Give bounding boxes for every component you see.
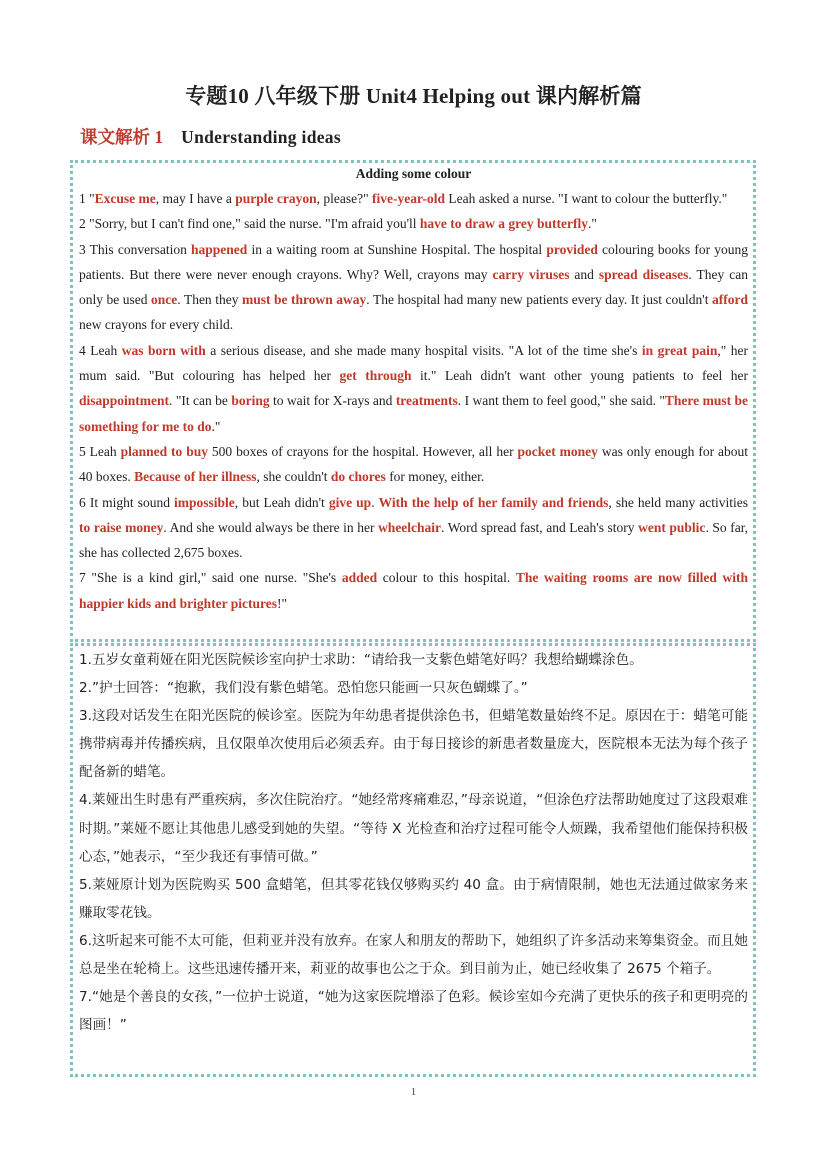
key-phrase: purple crayon — [235, 191, 317, 206]
passage-run: , she held many activities — [608, 494, 748, 510]
passage-paragraph — [79, 565, 748, 616]
key-phrase: have to draw a grey butterfly — [419, 216, 588, 232]
passage-run: and — [569, 266, 599, 282]
translation-text — [79, 646, 748, 1039]
passage-run: in a waiting room at Sunshine Hospital. The hospital — [247, 241, 547, 257]
key-phrase: happened — [191, 241, 248, 257]
passage-paragraph — [79, 237, 748, 338]
passage-run: , but Leah didn't — [234, 494, 329, 510]
passage-run: 4 Leah — [79, 342, 122, 358]
passage-run: . Then they — [177, 292, 242, 308]
key-phrase: get through — [339, 368, 412, 384]
key-phrase: The waiting rooms are now filled with happier kids and brighter pictures — [79, 570, 748, 611]
passage-run: ," her mum said. "But colouring has helped her — [79, 342, 749, 384]
key-phrase: treatments — [395, 393, 458, 409]
translation-paragraph: 5.莱娅原计划为医院购买 500 盒蜡笔，但其零花钱仅够购买约 40 盒。由于病情限制，她也无法通过做家务来赚取零花钱。 — [79, 876, 748, 921]
key-phrase: pocket money — [517, 443, 598, 459]
section-label-cn: 课文解析 1 — [80, 127, 164, 147]
passage-run: Leah asked a nurse. "I want to colour the butterfly." — [444, 191, 728, 206]
passage-run: . "It can be — [169, 393, 232, 409]
passage-text — [79, 186, 748, 616]
passage-run: colour to this hospital. — [377, 570, 516, 586]
translation-paragraph: 3.这段对话发生在阳光医院的候诊室。医院为年幼患者提供涂色书，但蜡笔数量始终不足。原因在于：蜡笔可能携带病毒并传播疾病，且仅限单次使用后必须丢弃。由于每日接诊的新患者数量庞大，医院根本无法为每个孩子配备新的蜡笔。 — [79, 708, 748, 781]
passage-run: for money, either. — [385, 469, 485, 485]
passage-run: . So far, she has collected 2,675 boxes. — [79, 519, 749, 561]
key-phrase: impossible — [174, 494, 235, 510]
key-phrase: in great pain — [641, 342, 718, 358]
passage-run: . I want them to feel good," she said. " — [457, 393, 665, 409]
key-phrase: provided — [546, 241, 598, 257]
passage-run: . They can only be used — [79, 266, 748, 308]
passage-title: Adding some colour — [355, 166, 472, 181]
passage-run: , please?" — [316, 191, 372, 206]
passage-run: 6 It might sound — [79, 494, 175, 510]
key-phrase: carry viruses — [492, 266, 570, 282]
passage-run: , may I have a — [155, 191, 236, 206]
translation-paragraph: 2.”护士回答：“抱歉，我们没有紫色蜡笔。恐怕您只能画一只灰色蝴蝶了。” — [79, 680, 528, 697]
passage-paragraph — [79, 186, 748, 211]
passage-run: ." — [211, 418, 221, 434]
section-heading — [80, 124, 341, 149]
key-phrase: do chores — [330, 469, 386, 485]
key-phrase: went public — [638, 519, 706, 535]
passage-paragraph — [79, 211, 748, 236]
page-number: 1 — [410, 1086, 417, 1098]
key-phrase: planned to buy — [120, 443, 208, 459]
translation-paragraph: 1.五岁女童莉娅在阳光医院候诊室向护士求助：“请给我一支紫色蜡笔好吗？我想给蝴蝶涂色。 — [79, 652, 643, 668]
passage-run: a serious disease, and she made many hospital visits. "A lot of the time she's — [205, 342, 642, 358]
passage-run: 1 " — [79, 191, 95, 206]
passage-run: new crayons for every child. — [79, 317, 234, 333]
key-phrase: afford — [712, 292, 748, 308]
passage-run: colouring books for young patients. But there were never enough crayons. Why? Well, crayons may — [79, 241, 749, 282]
passage-run: . Word spread fast, and Leah's story — [441, 519, 639, 535]
translation-paragraph: 7.“她是个善良的女孩，”一位护士说道，“她为这家医院增添了色彩。候诊室如今充满了更快乐的孩子和更明亮的图画！” — [79, 989, 748, 1034]
key-phrase: Excuse me — [94, 191, 156, 206]
translation-paragraph: 4.莱娅出生时患有严重疾病，多次住院治疗。“她经常疼痛难忍，”母亲说道，“但涂色疗法帮助她度过了这段艰难时期。”莱娅不愿让其他患儿感受到她的失望。“等待 X 光检查和治疗过程可能令人烦躁，我希望他们能保持积极心态，”她表示，“至少我还有事情可做。” — [79, 792, 748, 865]
key-phrase: to raise money — [79, 519, 164, 535]
passage-run: . — [371, 494, 379, 510]
key-phrase: There must be something for me to do — [79, 393, 749, 434]
section-label-en: Understanding ideas — [181, 127, 341, 147]
key-phrase: disappointment — [79, 393, 170, 409]
passage-run: 5 Leah — [79, 443, 121, 459]
passage-paragraph — [79, 490, 748, 566]
key-phrase: added — [341, 570, 378, 586]
passage-run: !" — [277, 595, 288, 611]
key-phrase: With the help of her family and friends — [378, 494, 609, 510]
passage-run: ." — [587, 216, 597, 232]
passage-run: was only enough for about 40 boxes. — [79, 443, 748, 485]
key-phrase: must be thrown away — [241, 292, 367, 308]
passage-run: 2 "Sorry, but I can't find one," said the nurse. "I'm afraid you'll — [79, 216, 420, 232]
passage-run: 7 "She is a kind girl," said one nurse. "She's — [79, 570, 342, 586]
key-phrase: spread diseases — [598, 266, 689, 282]
key-phrase: once — [151, 292, 178, 308]
key-phrase: give up — [328, 494, 372, 510]
passage-run: , she couldn't — [256, 469, 331, 485]
passage-paragraph — [79, 439, 748, 490]
passage-run: . And she would always be there in her — [163, 519, 379, 535]
key-phrase: Because of her illness — [134, 469, 257, 485]
passage-paragraph — [79, 338, 748, 439]
passage-run: 500 boxes of crayons for the hospital. However, all her — [207, 443, 518, 459]
passage-run: it." Leah didn't want other young patients to feel her — [411, 368, 748, 384]
passage-run: 3 This conversation — [79, 241, 191, 257]
passage-run: to wait for X-rays and — [269, 393, 396, 409]
translation-paragraph: 6.这听起来可能不太可能，但莉亚并没有放弃。在家人和朋友的帮助下，她组织了许多活动来筹集资金。而且她总是坐在轮椅上。这些迅速传播开来，莉亚的故事也公之于众。到目前为止，她已经收集了 2675 个箱子。 — [79, 932, 748, 978]
passage-run: . The hospital had many new patients every day. It just couldn't — [366, 292, 712, 308]
key-phrase: boring — [231, 393, 270, 409]
key-phrase: wheelchair — [378, 519, 442, 535]
key-phrase: was born with — [121, 342, 206, 358]
page-title: 专题10 八年级下册 Unit4 Helping out 课内解析篇 — [185, 84, 642, 108]
key-phrase: five-year-old — [371, 191, 445, 206]
